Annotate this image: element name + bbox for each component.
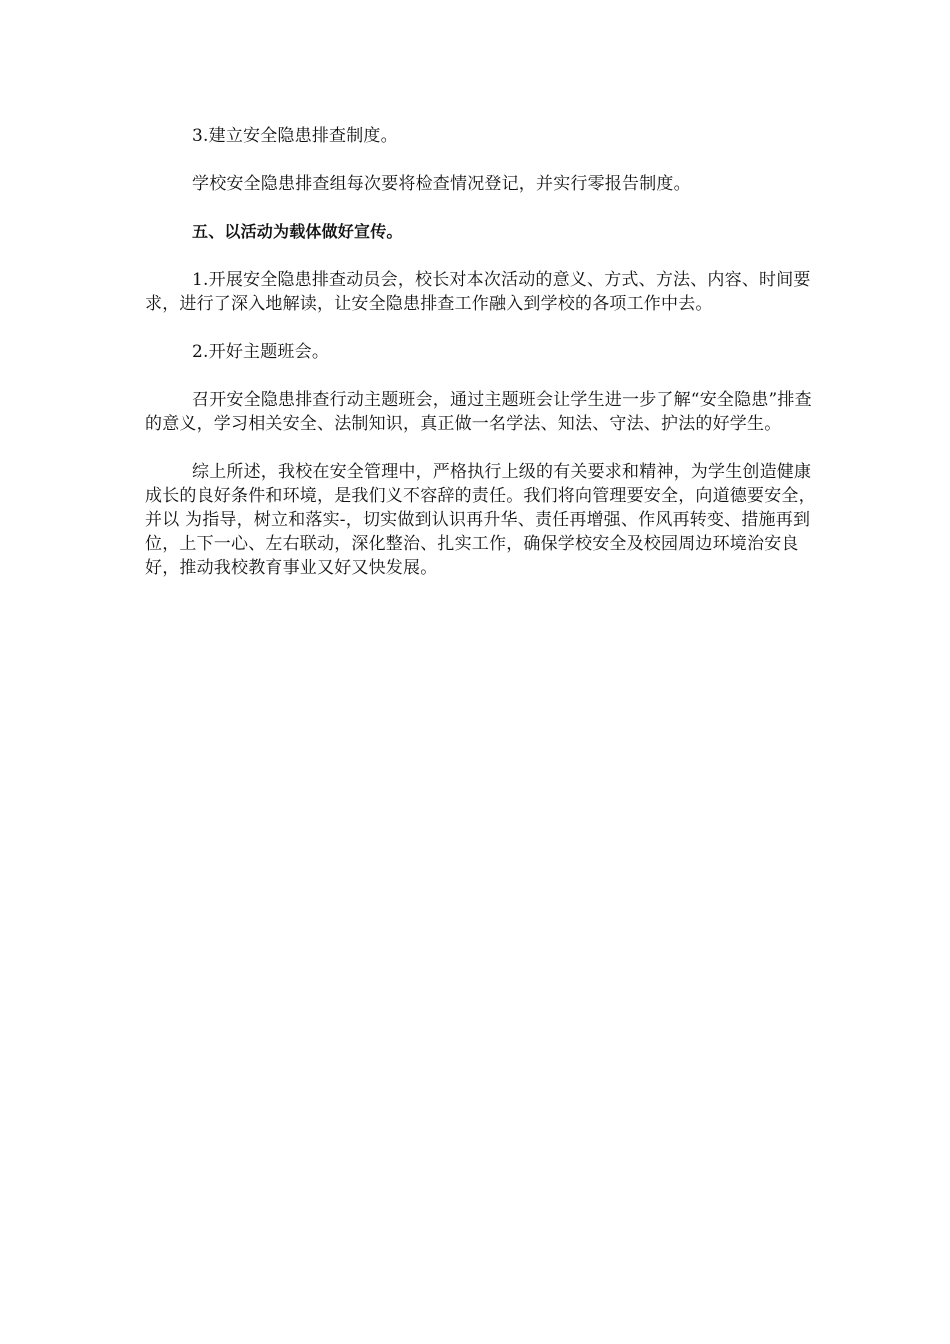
paragraph-summary: 综上所述，我校在安全管理中，严格执行上级的有关要求和精神，为学生创造健康成长的良好条件和环境，是我们义不容辞的责任。我们将向管理要安全，向道德要安全，并以 为指导，树立和落实-，切实做到认识再升华、责任再增强、作风再转变、措施再到位，上下一心、左右联动，深化整治、扎实工作，确保学校安全及校园周边环境治安良好，推动我校教育事业又好又快发展。 — [145, 462, 816, 578]
paragraph-mobilization-meeting: 1.开展安全隐患排查动员会，校长对本次活动的意义、方式、方法、内容、时间要求，进行了深入地解读，让安全隐患排查工作融入到学校的各项工作中去。 — [145, 270, 811, 314]
paragraph-theme-class-meeting: 召开安全隐患排查行动主题班会，通过主题班会让学生进一步了解“安全隐患”排查的意义，学习相关安全、法制知识，真正做一名学法、知法、守法、护法的好学生。 — [145, 390, 812, 434]
paragraph-item-3-heading: 3.建立安全隐患排查制度。 — [192, 126, 398, 146]
paragraph-zero-report: 学校安全隐患排查组每次要将检查情况登记，并实行零报告制度。 — [192, 174, 691, 194]
document-body — [145, 124, 825, 580]
section-heading-5: 五、以活动为载体做好宣传。 — [192, 222, 403, 241]
paragraph-item-2-heading: 2.开好主题班会。 — [192, 342, 330, 362]
